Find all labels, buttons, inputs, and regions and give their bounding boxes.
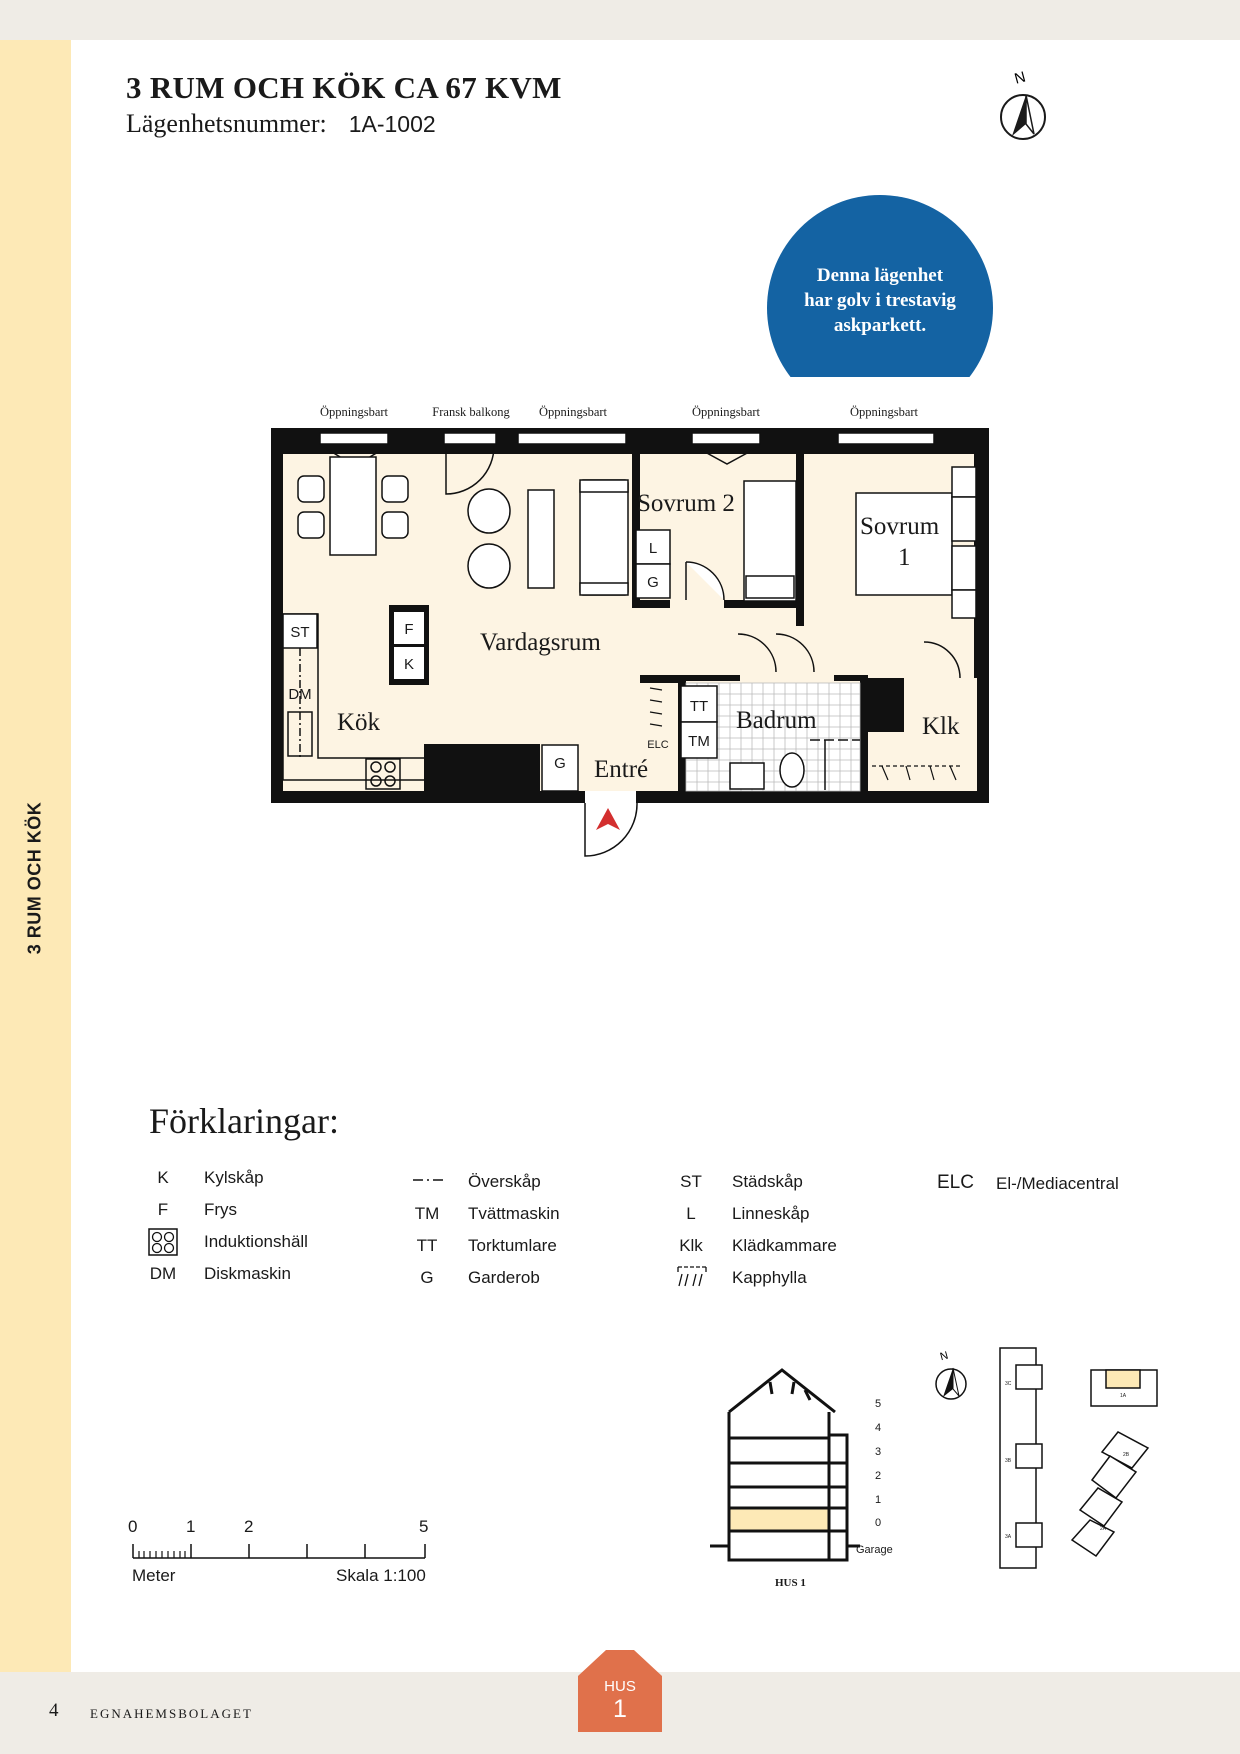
window-label-4: Öppningsbart [691,405,761,419]
legend-code: DM [149,1264,177,1283]
entrance-arrow-icon [596,808,620,830]
legend-code: Klk [679,1236,703,1255]
site-plan [930,1340,1170,1570]
legend-title: Förklaringar: [149,1101,339,1141]
legend-code: F [157,1200,169,1219]
fixture-dm: DM [288,686,312,703]
floor-1: 1 [875,1494,882,1506]
legend-label: Linneskåp [732,1204,810,1223]
site-building-3c: 3C [1005,1381,1012,1387]
room-label-entrance: Entré [594,756,649,783]
window-label-5: Öppningsbart [849,405,919,419]
scale-bar [128,1540,430,1564]
coat-rack-icon [676,1264,708,1288]
garage-label: Garage [856,1544,893,1556]
scale-tick-5: 5 [419,1517,429,1536]
fixture-g-entrance: G [554,755,566,772]
site-highlight [1106,1370,1140,1388]
bubble-line-3: askparkett. [833,315,927,336]
site-building-1a: 1A [1120,1393,1127,1399]
scale-tick-1: 1 [186,1517,196,1536]
legend-label: Frys [204,1200,238,1219]
floor-0: 0 [875,1517,882,1529]
scale-tick-0: 0 [128,1517,138,1536]
room-label-bathroom: Badrum [736,707,817,734]
legend-code: TM [414,1204,440,1223]
fixture-elc: ELC [647,739,669,751]
fixture-tt: TT [689,698,709,715]
badge-number: 1 [613,1695,627,1723]
legend-code: ELC [937,1172,974,1193]
site-building-2b: 2B [1123,1452,1130,1458]
room-label-bedroom1-line2: 1 [898,544,911,571]
site-building-3b: 3B [1005,1458,1012,1464]
legend-code: TT [416,1236,438,1255]
legend-code: ST [680,1172,702,1191]
window-label-1: Öppningsbart [319,405,389,419]
room-label-living: Vardagsrum [480,629,601,656]
brand-name: EGNAHEMSBOLAGET [90,1706,253,1721]
bubble-line-1: Denna lägenhet [816,265,944,286]
apartment-number: 1A-1002 [348,111,436,137]
floor-5: 5 [875,1398,882,1410]
room-label-walkin: Klk [922,713,960,740]
room-label-bedroom1-line1: Sovrum [860,513,940,540]
fixture-st: ST [290,624,310,641]
legend-label: Klädkammare [732,1236,837,1255]
sidebar-label: 3 RUM OCH KÖK [24,801,45,955]
legend-code: G [420,1268,434,1287]
scale-ratio-label: Skala 1:100 [336,1566,426,1585]
legend-label: Garderob [468,1268,540,1287]
highlighted-floor [729,1508,829,1531]
floor-3: 3 [875,1446,882,1458]
fixture-g-bedroom: G [647,574,659,591]
legend-code: K [157,1168,169,1187]
page-number: 4 [49,1700,59,1721]
badge-label: HUS [604,1678,636,1695]
building-section [700,1360,910,1600]
fixture-tm: TM [688,733,710,750]
fridge-freezer-unit [389,605,429,685]
legend-label: Torktumlare [468,1236,557,1255]
fixture-f: F [404,621,414,638]
bubble-line-2: har golv i trestavig [804,290,956,311]
legend-label: Tvättmaskin [468,1204,560,1223]
room-label-kitchen: Kök [337,709,381,736]
page-title: 3 RUM OCH KÖK CA 67 KVM [126,70,562,105]
site-building-3a: 3A [1005,1534,1012,1540]
fixture-l: L [648,540,658,557]
site-north-label: N [938,1349,950,1364]
scale-unit-label: Meter [132,1566,176,1585]
legend-label: Kapphylla [732,1268,807,1287]
legend-label: Överskåp [468,1172,541,1191]
site-north-arrow-icon [936,1350,966,1399]
legend-label: Kylskåp [204,1168,264,1187]
apartment-label: Lägenhetsnummer: [126,109,327,138]
window-label-2: Fransk balkong [432,405,510,419]
legend-label: Diskmaskin [204,1264,291,1283]
induction-hob-icon [148,1228,178,1256]
floor-2: 2 [875,1470,882,1482]
room-label-bedroom2: Sovrum 2 [637,490,735,517]
north-label: N [1012,68,1028,88]
scale-tick-2: 2 [244,1517,254,1536]
floor-4: 4 [875,1422,882,1434]
building-section-caption: HUS 1 [775,1577,806,1589]
legend-label: El-/Mediacentral [996,1174,1119,1193]
legend-label: Induktionshäll [204,1232,308,1251]
building-badge [578,1650,662,1732]
dash-dot-line-icon [411,1174,445,1186]
legend-code: L [686,1204,696,1223]
window-label-3: Öppningsbart [538,405,608,419]
legend-label: Städskåp [732,1172,803,1191]
fixture-k: K [403,656,415,673]
site-building-2a: 2A [1100,1526,1107,1532]
